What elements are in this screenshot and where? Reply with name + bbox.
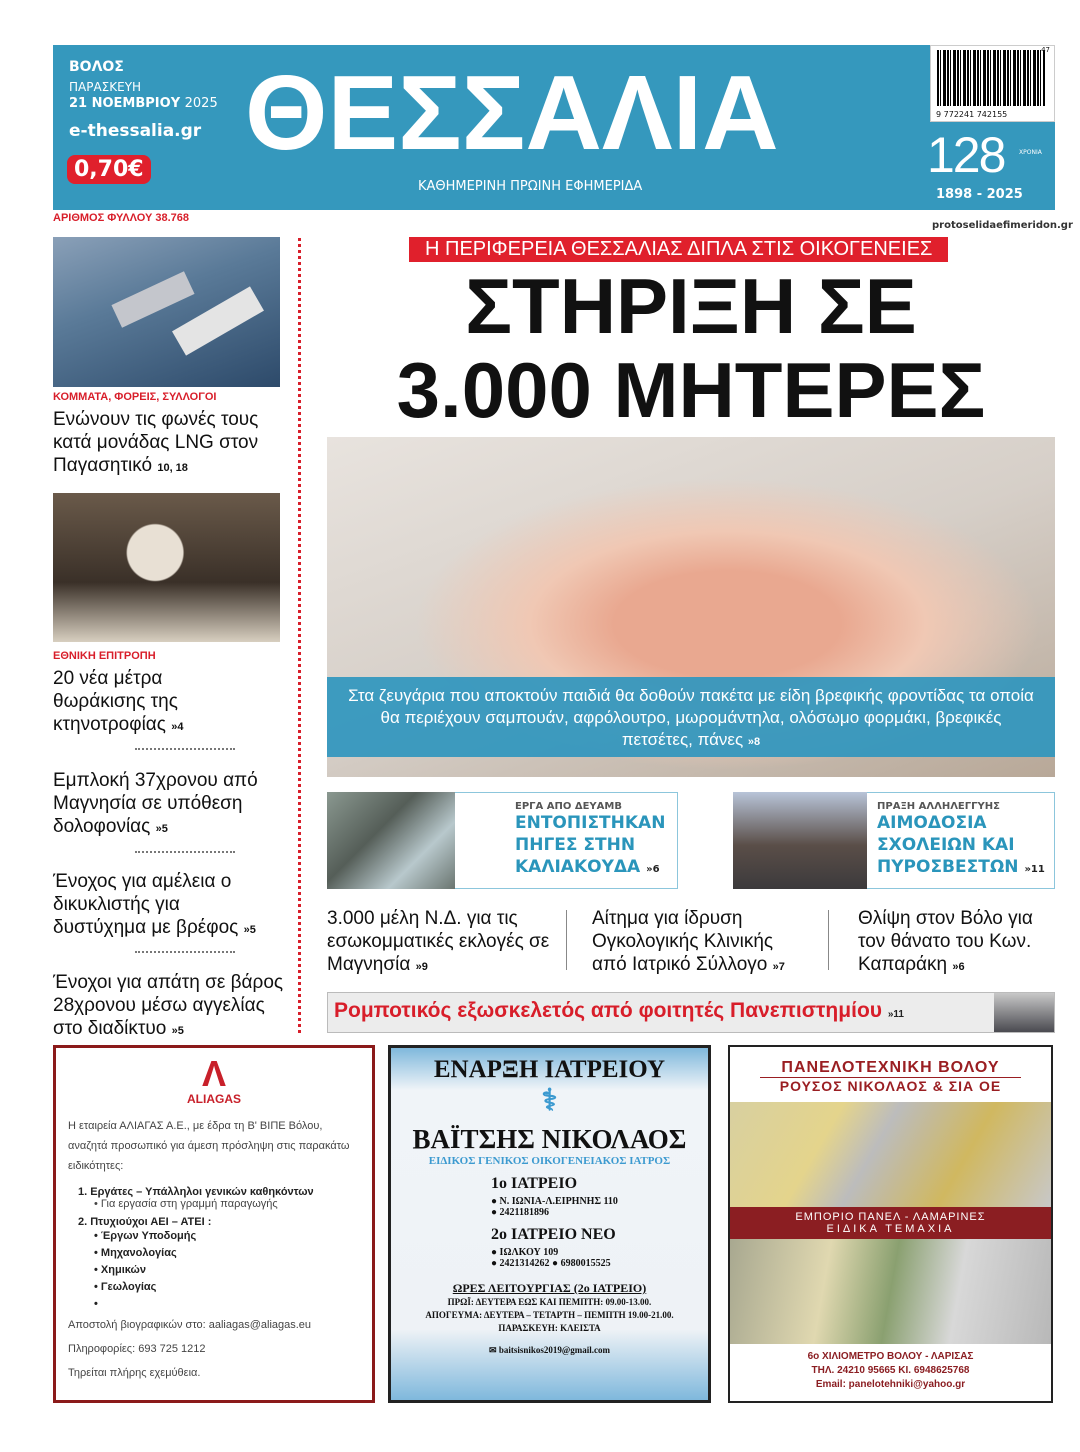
dotted-divider <box>135 951 235 953</box>
year: 2025 <box>184 96 218 111</box>
page-ref: 10, 18 <box>157 462 188 474</box>
ad-title: ΕΝΑΡΞΗ ΙΑΤΡΕΙΟΥ <box>433 1056 666 1083</box>
panel-ad: ΠΑΝΕΛΟΤΕΧΝΙΚΗ ΒΟΛΟΥ ΡΟΥΣΟΣ ΝΙΚΟΛΑΟΣ & ΣΙΑ ΟΕ ΕΜΠΟΡΙΟ ΠΑΝΕΛ - ΛΑΜΑΡΙΝΕΣ ΕΙΔΙΚΑ ΤΕΜΑΧΙΑ 6ο ΧΙΛΙΟΜΕΤΡΟ ΒΟΛΟΥ - ΛΑΡΙΣΑΣ ΤΗΛ. 24210 95665 ΚΙ. 6948625768 Email: panelotehniki@yahoo.gr <box>728 1045 1053 1403</box>
page-ref: »4 <box>171 721 184 733</box>
doctor-ad: ΕΝΑΡΞΗ ΙΑΤΡΕΙΟΥ ⚕ ΒΑΪΤΣΗΣ ΝΙΚΟΛΑΟΣ ΕΙΔΙΚΟΣ ΓΕΝΙΚΟΣ ΟΙΚΟΓΕΝΕΙΑΚΟΣ ΙΑΤΡΟΣ 1ο ΙΑΤΡΕΙΟ ● Ν. ΙΩΝΙΑ-Λ.ΕΙΡΗΝΗΣ 110 ● 2421181896 2ο ΙΑΤΡΕΙΟ ΝΕΟ ● ΙΩΛΚΟΥ 109 ● 2421314262 ● 6980015525 ΩΡΕΣ ΛΕΙΤΟΥΡΓΙΑΣ (2ο ΙΑΤΡΕΙΟ) ΠΡΩΪ: ΔΕΥΤΕΡΑ ΕΩΣ ΚΑΙ ΠΕΜΠΤΗ: 09.00-13.00. ΑΠΟΓΕΥΜΑ: ΔΕΥΤΕΡΑ – ΤΕΤΑΡΤΗ – ΠΕΜΠΤΗ 19.00-21.00. ΠΑΡΑΣΚΕΥΗ: ΚΛΕΙΣΤΑ ✉ baitsisnikos2019@gmail.com <box>388 1045 711 1403</box>
barcode <box>930 45 1055 122</box>
price-badge: 0,70€ <box>67 155 151 184</box>
hours-title: ΩΡΕΣ ΛΕΙΤΟΥΡΓΙΑΣ (2ο ΙΑΤΡΕΙΟ) <box>452 1281 647 1295</box>
headline-line-2: 3.000 ΜΗΤΕΡΕΣ <box>396 346 986 434</box>
dotted-divider <box>135 748 235 750</box>
ad-subtitle: ΡΟΥΣΟΣ ΝΙΚΟΛΑΟΣ & ΣΙΑ ΟΕ <box>779 1078 1002 1094</box>
barcode-number: 9 772241 742155 <box>936 110 1008 119</box>
day: ΠΑΡΑΣΚΕΥΗ <box>69 80 142 94</box>
blood-donation-photo <box>733 792 867 889</box>
robotics-banner[interactable] <box>327 992 1055 1033</box>
left-story-2[interactable] <box>53 667 233 739</box>
water-pipe-photo <box>327 792 455 889</box>
office-1: 1ο ΙΑΤΡΕΙΟ <box>491 1175 578 1192</box>
years-label: ΧΡΟΝΙΑ <box>1019 149 1042 156</box>
box-story-2[interactable] <box>867 792 1055 889</box>
masthead <box>53 45 1055 210</box>
aliagas-logo: Λ ALIAGAS <box>187 1053 241 1106</box>
story-text: Θλίψη στον Βόλο για τον θάνατο του Κων. Καπαράκη <box>858 908 1033 975</box>
lead-caption <box>347 685 1035 753</box>
box-kicker: ΠΡΑΞΗ ΑΛΛΗΛΕΓΓΥΗΣ <box>877 801 1000 812</box>
caption-text: Στα ζευγάρια που αποκτούν παιδιά θα δοθούν πακέτα με είδη βρεφικής φροντίδας τα οποία θα περιέχουν σαμπουάν, αφρόλουτρο, μωρομάντηλα, ολόσωμο φορμάκι, βρεφικές πετσέτες, πάνες <box>348 686 1034 749</box>
date: 21 ΝΟΕΜΒΡΙΟΥ <box>69 96 181 111</box>
years-count: 128 <box>927 127 1005 183</box>
sheep-photo <box>53 493 280 642</box>
city: ΒΟΛΟΣ <box>69 59 124 75</box>
banner-text: Ρομποτικός εξωσκελετός από φοιτητές Πανεπιστημίου <box>334 999 882 1022</box>
left-story-4[interactable] <box>53 870 278 942</box>
ad-title: ΠΑΝΕΛΟΤΕΧΝΙΚΗ ΒΟΛΟΥ <box>760 1059 1021 1078</box>
ad-intro: Η εταιρεία ΑΛΙΑΓΑΣ Α.Ε., με έδρα τη Β' ΒΙΠΕ Βόλου, αναζητά προσωπικό για άμεση πρόσληψη στις παρακάτω ειδικότητες: <box>68 1120 350 1172</box>
story-text: Ένοχος για αμέλεια ο δικυκλιστής για δυστύχημα με βρέφος <box>53 871 239 938</box>
brief-3[interactable] <box>858 907 1063 979</box>
page-ref: »8 <box>747 736 761 748</box>
ad-email: Αποστολή βιογραφικών στο: aaliagas@aliagas.eu <box>68 1319 312 1331</box>
caduceus-icon: ⚕ <box>541 1084 558 1117</box>
column-divider <box>298 238 301 1033</box>
page-ref: »9 <box>415 961 428 973</box>
ad-item: 1. Εργάτες – Υπάλληλοι γενικών καθηκόντων <box>78 1186 314 1198</box>
baby-hand-photo <box>327 437 1055 777</box>
years-span: 1898 - 2025 <box>936 187 1023 202</box>
newspaper-title: ΘΕΣΣΑΛΙΑ <box>245 54 779 172</box>
story-text: Ενώνουν τις φωνές τους κατά μονάδας LNG στον Παγασητικό <box>53 409 259 476</box>
story-text: Αίτημα για ίδρυση Ογκολογικής Κλινικής από Ιατρικό Σύλλογο <box>592 908 774 975</box>
office-2: 2ο ΙΑΤΡΕΙΟ ΝΕΟ <box>491 1226 616 1243</box>
dotted-divider <box>135 851 235 853</box>
newspaper-subtitle: ΚΑΘΗΜΕΡΙΝΗ ΠΡΩΙΝΗ ΕΦΗΜΕΡΙΔΑ <box>418 179 643 194</box>
page-ref: »11 <box>887 1009 904 1020</box>
story-text: Εμπλοκή 37χρονου από Μαγνησία σε υπόθεση δολοφονίας <box>53 770 258 837</box>
left-kicker-2: ΕΘΝΙΚΗ ΕΠΙΤΡΟΠΗ <box>53 650 156 662</box>
page-ref: »5 <box>155 823 168 835</box>
students-photo <box>994 993 1054 1032</box>
left-story-5[interactable] <box>53 971 288 1043</box>
page-ref: »7 <box>772 961 785 973</box>
ad-subitem: • Για εργασία στη γραμμή παραγωγής <box>94 1198 278 1210</box>
story-text: Ένοχοι για απάτη σε βάρος 28χρονου μέσω αγγελίας στο διαδίκτυο <box>53 972 284 1039</box>
box-story-1[interactable] <box>455 792 678 889</box>
box-title: ΑΙΜΟΔΟΣΙΑ ΣΧΟΛΕΙΩΝ ΚΑΙ ΠΥΡΟΣΒΕΣΤΩΝ »11 <box>877 813 1045 877</box>
headline-line-1: ΣΤΗΡΙΞΗ ΣΕ <box>465 262 917 350</box>
story-text: 3.000 μέλη Ν.Δ. για τις εσωκομματικές εκλογές σε Μαγνησία <box>327 908 550 975</box>
divider <box>566 910 567 970</box>
left-story-1[interactable] <box>53 408 288 480</box>
left-story-3[interactable] <box>53 769 283 841</box>
brief-1[interactable] <box>327 907 552 979</box>
page-ref: »5 <box>171 1025 184 1037</box>
brief-2[interactable] <box>592 907 812 979</box>
left-kicker-1: ΚΟΜΜΑΤΑ, ΦΟΡΕΙΣ, ΣΥΛΛΟΓΟΙ <box>53 391 217 403</box>
box-title: ΕΝΤΟΠΙΣΤΗΚΑΝ ΠΗΓΕΣ ΣΤΗΝ ΚΑΛΙΑΚΟΥΔΑ »6 <box>515 813 666 877</box>
watermark: protoselidaefimeridon.gr <box>932 220 1073 231</box>
ad-phone: Πληροφορίες: 693 725 1212 <box>68 1343 206 1355</box>
lng-ships-photo <box>53 237 280 387</box>
specialty: ΕΙΔΙΚΟΣ ΓΕΝΙΚΟΣ ΟΙΚΟΓΕΝΕΙΑΚΟΣ ΙΑΤΡΟΣ <box>428 1155 671 1167</box>
lead-headline[interactable] <box>327 264 1055 432</box>
panels-photo <box>730 1102 1051 1207</box>
lead-kicker: Η ΠΕΡΙΦΕΡΕΙΑ ΘΕΣΣΑΛΙΑΣ ΔΙΠΛΑ ΣΤΙΣ ΟΙΚΟΓΕΝΕΙΕΣ <box>409 237 948 262</box>
doctor-name: ΒΑΪΤΣΗΣ ΝΙΚΟΛΑΟΣ <box>412 1124 687 1154</box>
website-link[interactable]: e-thessalia.gr <box>69 121 202 141</box>
page-ref: »6 <box>952 961 965 973</box>
issue-number: ΑΡΙΘΜΟΣ ΦΥΛΛΟΥ 38.768 <box>53 212 189 224</box>
aliagas-ad: Λ ALIAGAS Η εταιρεία ΑΛΙΑΓΑΣ Α.Ε., με έδρα τη Β' ΒΙΠΕ Βόλου, αναζητά προσωπικό για άμεση πρόσληψη στις παρακάτω ειδικότητες: 1. Εργάτες – Υπάλληλοι γενικών καθηκόντων • Για εργασία στη γραμμή παραγωγής 2. Πτυχιούχοι ΑΕΙ – ΑΤΕΙ : • Έργων Υποδομής • Μηχανολογίας • Χημικών • Γεωλογίας • Αποστολή βιογραφικών στο: aaliagas@aliagas.eu Πληροφορίες: 693 725 1212 Τηρείται πλήρης εχεμύθεια. <box>53 1045 375 1403</box>
ad-item: 2. Πτυχιούχοι ΑΕΙ – ΑΤΕΙ : <box>78 1216 212 1228</box>
ad-email: ✉ baitsisnikos2019@gmail.com <box>489 1345 610 1355</box>
page-ref: »5 <box>243 924 256 936</box>
panels-photo-2 <box>730 1239 1051 1344</box>
story-text: 20 νέα μέτρα θωράκισης της κτηνοτροφίας <box>53 668 178 735</box>
barcode-issue: 47 <box>1041 46 1050 54</box>
divider <box>828 910 829 970</box>
box-kicker: ΕΡΓΑ ΑΠΟ ΔΕΥΑΜΒ <box>515 801 622 812</box>
ad-note: Τηρείται πλήρης εχεμύθεια. <box>68 1367 201 1379</box>
